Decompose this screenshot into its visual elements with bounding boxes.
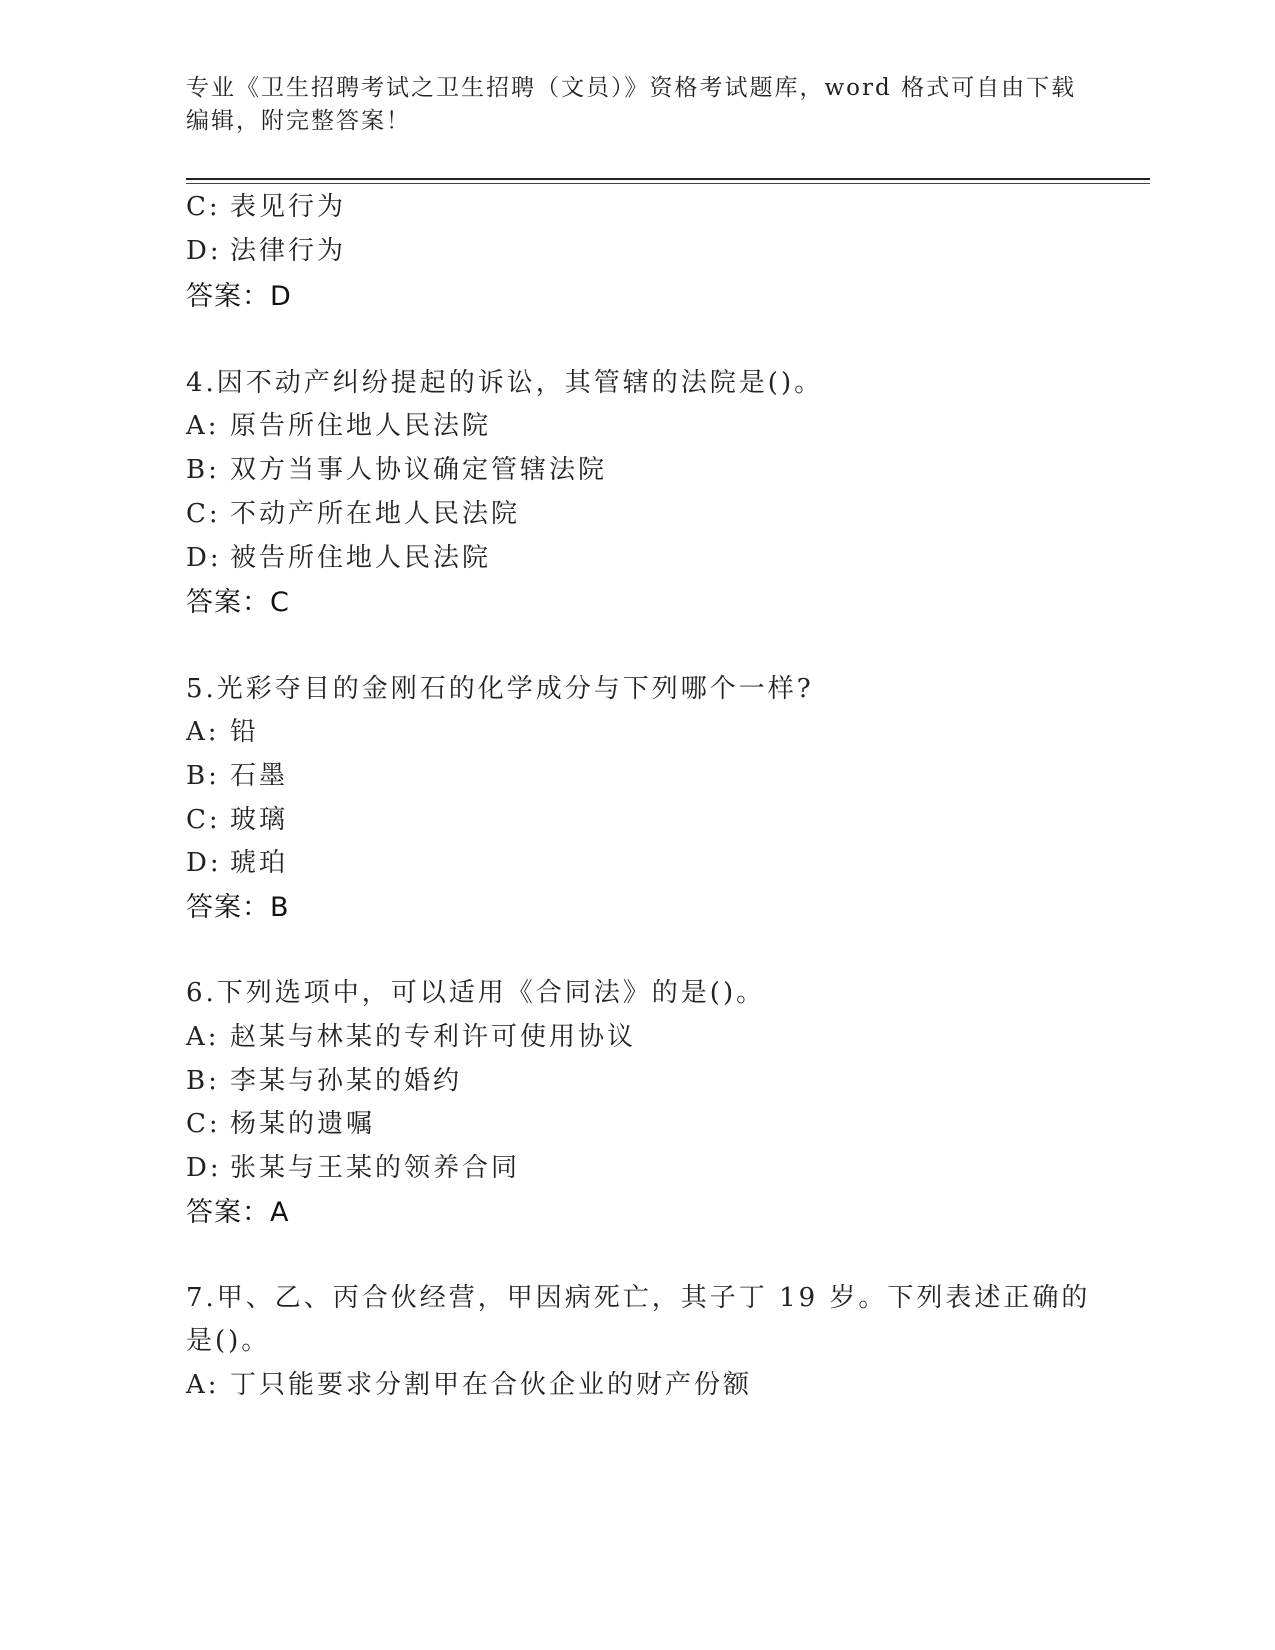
q5-question: 5.光彩夺目的金刚石的化学成分与下列哪个一样? [186,674,814,704]
q5-option-c: C: 玻璃 [186,805,289,835]
q6-option-c: C: 杨某的遗嘱 [186,1109,376,1139]
q5-option-d: D: 琥珀 [186,848,289,878]
q3-option-d: D: 法律行为 [186,236,347,266]
q7-question-line-1: 7.甲、乙、丙合伙经营，甲因病死亡，其子丁 19 岁。下列表述正确的 [186,1283,1091,1313]
header-line-1: 专业《卫生招聘考试之卫生招聘（文员）》资格考试题库，word 格式可自由下载 [186,75,1077,101]
q3-option-c: C: 表见行为 [186,192,347,222]
q5-option-b: B: 石墨 [186,761,289,791]
document-header [186,72,1077,138]
header-divider-thin [186,183,1150,184]
q7-option-a: A: 丁只能要求分割甲在合伙企业的财产份额 [186,1370,753,1400]
q4-option-c: C: 不动产所在地人民法院 [186,499,521,529]
q3-answer: 答案：D [186,281,292,312]
q6-option-d: D: 张某与王某的领养合同 [186,1153,521,1183]
q4-question: 4.因不动产纠纷提起的诉讼，其管辖的法院是()。 [186,368,824,398]
q7-question-line-2: 是()。 [186,1326,271,1356]
q4-option-a: A: 原告所住地人民法院 [186,411,492,441]
q6-question: 6.下列选项中，可以适用《合同法》的是()。 [186,978,766,1008]
q5-answer: 答案：B [186,892,290,923]
header-line-2: 编辑，附完整答案！ [186,108,411,134]
q6-option-a: A: 赵某与林某的专利许可使用协议 [186,1022,637,1052]
q4-answer: 答案：C [186,587,290,618]
q4-option-b: B: 双方当事人协议确定管辖法院 [186,455,608,485]
q4-option-d: D: 被告所住地人民法院 [186,543,492,573]
q6-option-b: B: 李某与孙某的婚约 [186,1066,463,1096]
q5-option-a: A: 铅 [186,717,260,747]
q6-answer: 答案：A [186,1197,290,1228]
header-divider-thick [186,178,1150,180]
